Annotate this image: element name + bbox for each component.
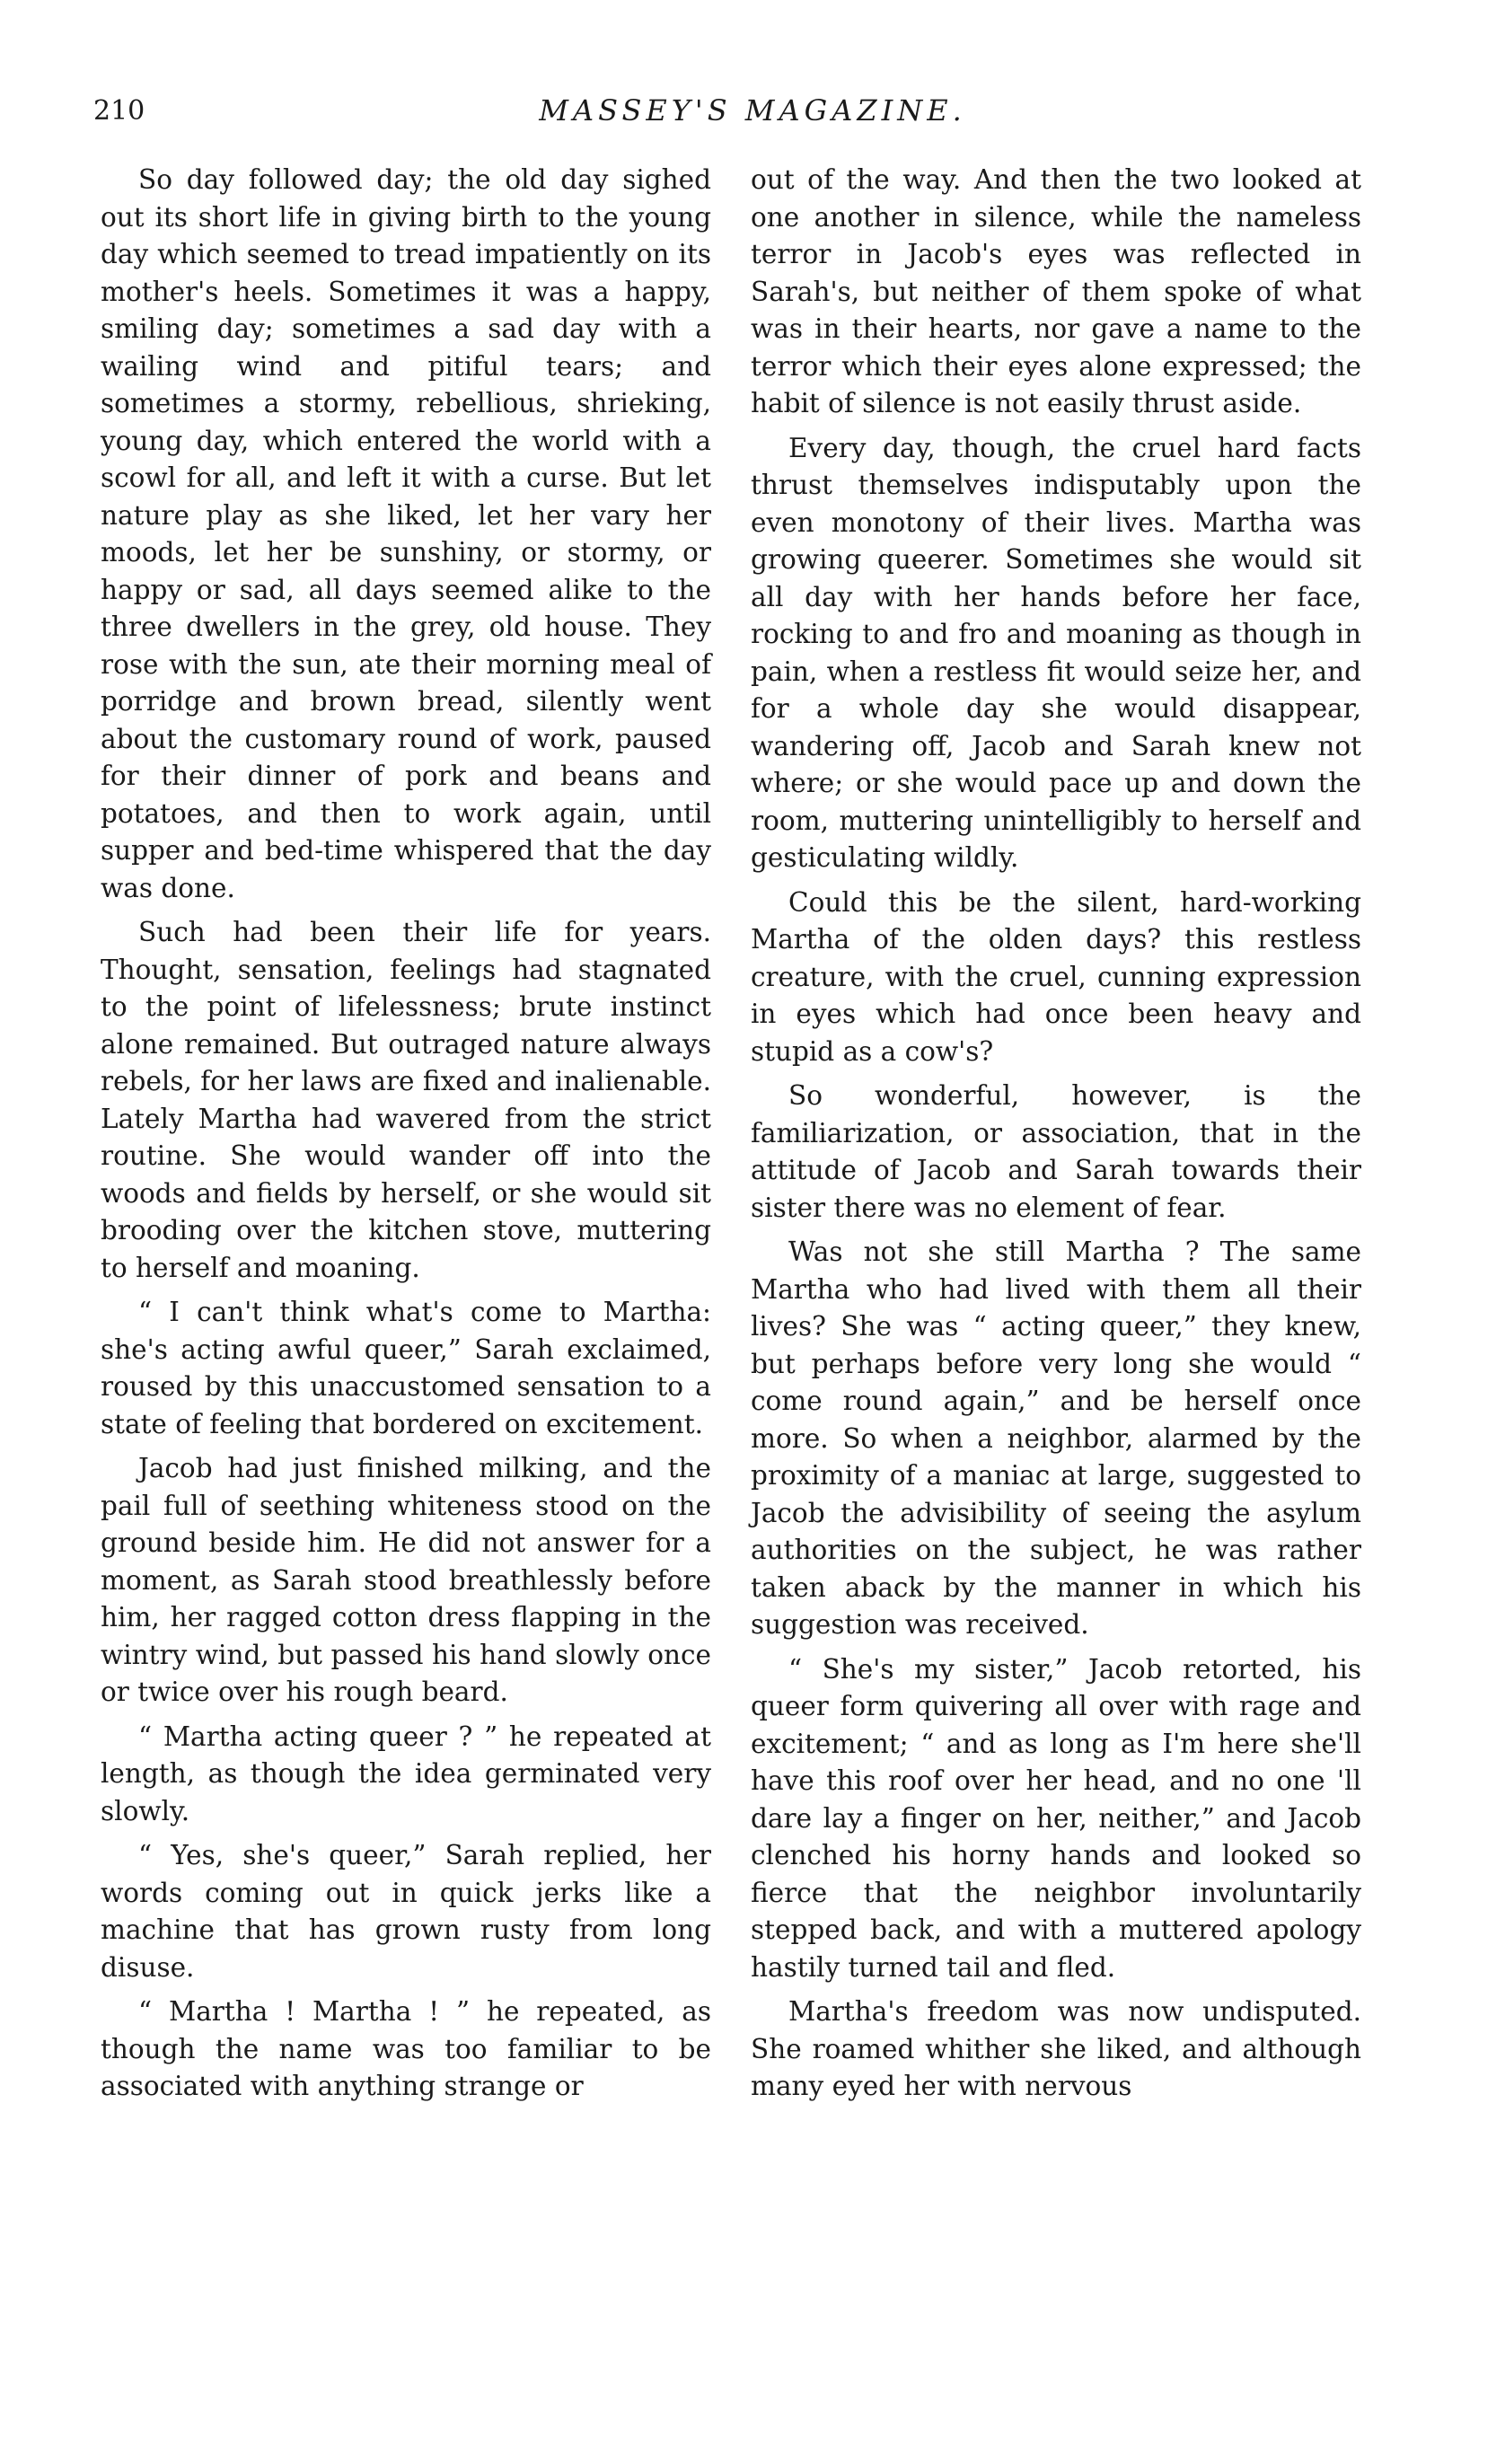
paragraph: “ She's my sister,” Jacob retorted, his queer form quivering all over with rage and excitement; “ and as long as I'm here she'll have this roof over her head, and no one 'll dare lay a finger on her, neither,” and Jacob clenched his horny hands and looked so fierce that the neighbor involuntarily stepped back, and with a muttered apology hastily turned tail and fled. [751, 1653, 1361, 1983]
paragraph: Was not she still Martha ? The same Martha who had lived with them all their lives? She was “ acting queer,” they knew, but perhaps before very long she would “ come round again,” and be herself once more. So when a neighbor, alarmed by the proximity of a maniac at large, suggested to Jacob the advisibility of seeing the asylum authorities on the subject, he was rather taken aback by the manner in which his suggestion was received. [751, 1236, 1361, 1640]
paragraph: “ Martha acting queer ? ” he repeated at length, as though the idea germinated very slowly. [101, 1720, 711, 1826]
running-title: MASSEY'S MAGAZINE. [539, 93, 966, 128]
paragraph: Martha's freedom was now undisputed. She roamed whither she liked, and although many eyed her with nervous [751, 1996, 1361, 2101]
left-column [101, 162, 711, 2106]
paragraph: “ Martha ! Martha ! ” he repeated, as though the name was too familiar to be associated with anything strange or [101, 1996, 711, 2101]
paragraph: Every day, though, the cruel hard facts thrust themselves indisputably upon the even monotony of their lives. Martha was growing queerer. Sometimes she would sit all day with her hands before her face, rocking to and fro and moaning as though in pain, when a restless fit would seize her, and for a whole day she would disappear, wandering off, Jacob and Sarah knew not where; or she would pace up and down the room, muttering unintelligibly to herself and gesticulating wildly. [751, 432, 1361, 873]
right-column [751, 162, 1361, 2106]
paragraph: Jacob had just finished milking, and the pail full of seething whiteness stood on the ground beside him. He did not answer for a moment, as Sarah stood breathlessly before him, her ragged cotton dress flapping in the wintry wind, but passed his hand slowly once or twice over his rough beard. [101, 1453, 711, 1707]
paragraph: Such had been their life for years. Thought, sensation, feelings had stagnated to the point of lifelessness; brute instinct alone remained. But outraged nature always rebels, for her laws are fixed and inalienable. Lately Martha had wavered from the strict routine. She would wander off into the woods and fields by herself, or she would sit brooding over the kitchen stove, muttering to herself and moaning. [101, 917, 711, 1283]
paragraph: So wonderful, however, is the familiarization, or association, that in the attitude of Jacob and Sarah towards their sister there was no element of fear. [751, 1080, 1361, 1223]
paragraph: So day followed day; the old day sighed out its short life in giving birth to the young day which seemed to tread impatiently on its mother's heels. Sometimes it was a happy, smiling day; sometimes a sad day with a wailing wind and pitiful tears; and sometimes a stormy, rebellious, shrieking, young day, which entered the world with a scowl for all, and left it with a curse. But let nature play as she liked, let her vary her moods, let her be sunshiny, or stormy, or happy or sad, all days seemed alike to the three dwellers in the grey, old house. They rose with the sun, ate their morning meal of porridge and brown bread, silently went about the customary round of work, paused for their dinner of pork and beans and potatoes, and then to work again, until supper and bed-time whispered that the day was done. [101, 164, 711, 903]
paragraph: “ I can't think what's come to Martha: she's acting awful queer,” Sarah exclaimed, roused by this unaccustomed sensation to a state of feeling that bordered on excitement. [101, 1297, 711, 1439]
paragraph: Could this be the silent, hard-working Martha of the olden days? this restless creature, with the cruel, cunning expression in eyes which had once been heavy and stupid as a cow's? [751, 886, 1361, 1067]
page-number: 210 [93, 95, 145, 127]
paragraph: out of the way. And then the two looked at one another in silence, while the nameless terror in Jacob's eyes was reflected in Sarah's, but neither of them spoke of what was in their hearts, nor gave a name to the terror which their eyes alone expressed; the habit of silence is not easily thrust aside. [751, 164, 1361, 418]
paragraph: “ Yes, she's queer,” Sarah replied, her words coming out in quick jerks like a machine that has grown rusty from long disuse. [101, 1840, 711, 1983]
